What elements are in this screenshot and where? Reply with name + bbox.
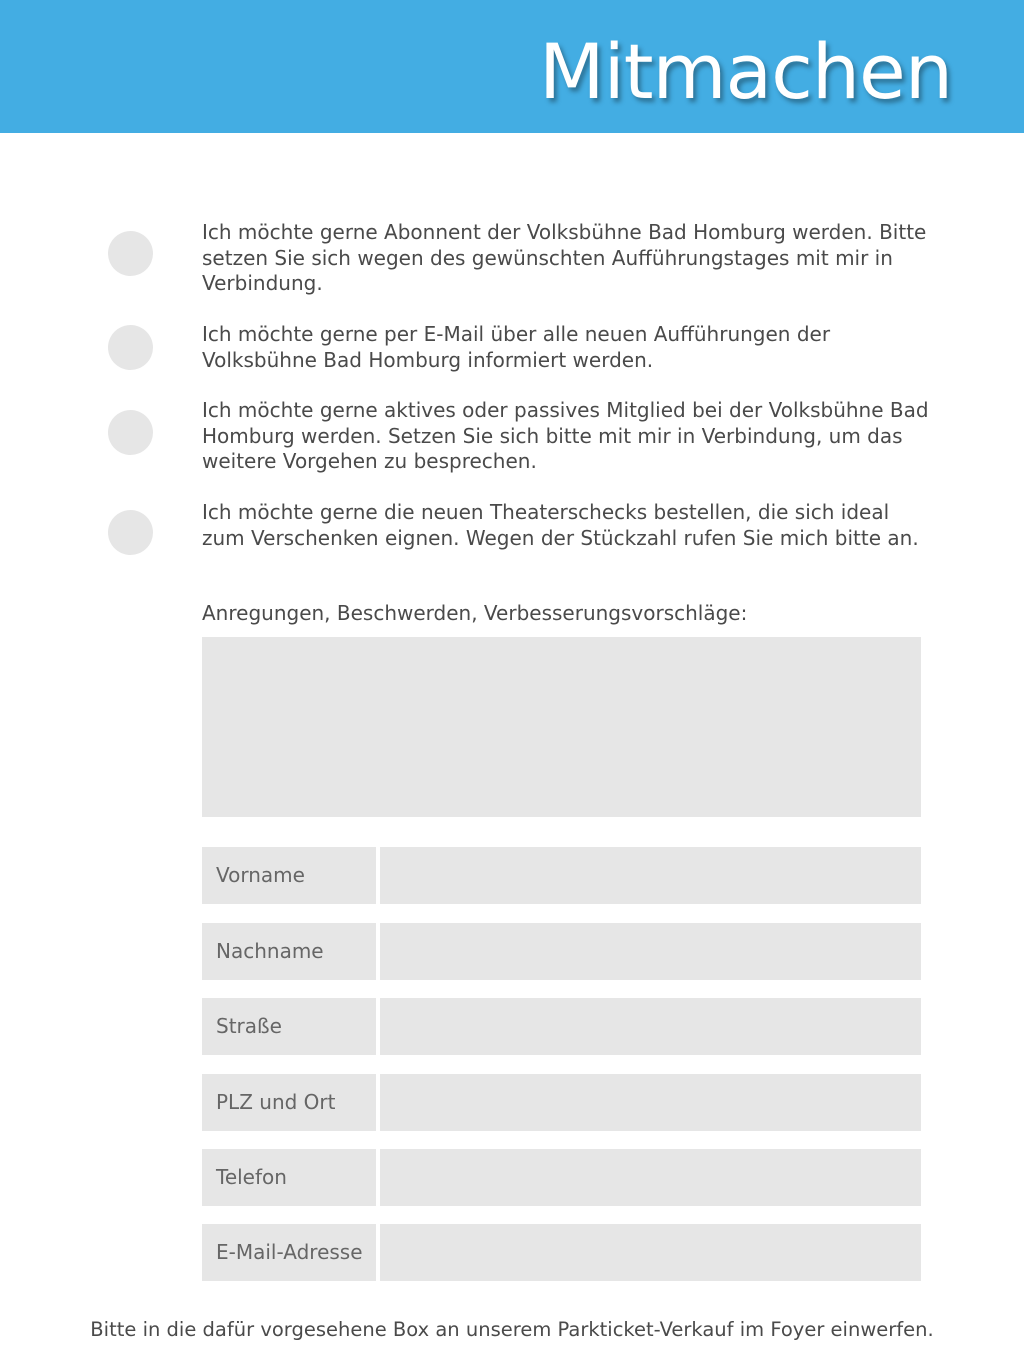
- field-label: Nachname: [202, 923, 376, 980]
- option-radio[interactable]: [108, 510, 153, 555]
- option-text: Ich möchte gerne per E-Mail über alle neuen Aufführungen der Volksbühne Bad Homburg informiert werden.: [202, 322, 831, 372]
- field-email: [202, 1224, 921, 1281]
- email-input[interactable]: [380, 1224, 921, 1281]
- street-input[interactable]: [380, 998, 921, 1055]
- field-last-name: [202, 923, 921, 980]
- field-zip-city: [202, 1074, 921, 1131]
- option-text: Ich möchte gerne die neuen Theaterschecks bestellen, die sich ideal zum Verschenken eignen. Wegen der Stückzahl rufen Sie mich bitte an.: [202, 500, 919, 550]
- comments-label: Anregungen, Beschwerden, Verbesserungsvorschläge:: [202, 601, 748, 625]
- option-text: Ich möchte gerne Abonnent der Volksbühne Bad Homburg werden. Bitte setzen Sie sich wegen des gewünschten Aufführungstages mit mir in Verbindung.: [202, 220, 927, 295]
- option-radio[interactable]: [108, 325, 153, 370]
- page-title: Mitmachen: [539, 27, 952, 116]
- field-label: Telefon: [202, 1149, 376, 1206]
- field-label: Straße: [202, 998, 376, 1055]
- field-label: PLZ und Ort: [202, 1074, 376, 1131]
- field-label: Vorname: [202, 847, 376, 904]
- footer-note: Bitte in die dafür vorgesehene Box an unserem Parkticket-Verkauf im Foyer einwerfen.: [90, 1318, 934, 1341]
- option-radio[interactable]: [108, 231, 153, 276]
- comments-textarea[interactable]: [202, 637, 921, 817]
- header-banner: [0, 0, 1024, 133]
- field-street: [202, 998, 921, 1055]
- last-name-input[interactable]: [380, 923, 921, 980]
- field-label: E-Mail-Adresse: [202, 1224, 376, 1281]
- option-text: Ich möchte gerne aktives oder passives Mitglied bei der Volksbühne Bad Homburg werden. Setzen Sie sich bitte mit mir in Verbindung, um das weitere Vorgehen zu besprechen.: [202, 398, 929, 473]
- field-first-name: [202, 847, 921, 904]
- option-radio[interactable]: [108, 410, 153, 455]
- first-name-input[interactable]: [380, 847, 921, 904]
- phone-input[interactable]: [380, 1149, 921, 1206]
- zip-city-input[interactable]: [380, 1074, 921, 1131]
- field-phone: [202, 1149, 921, 1206]
